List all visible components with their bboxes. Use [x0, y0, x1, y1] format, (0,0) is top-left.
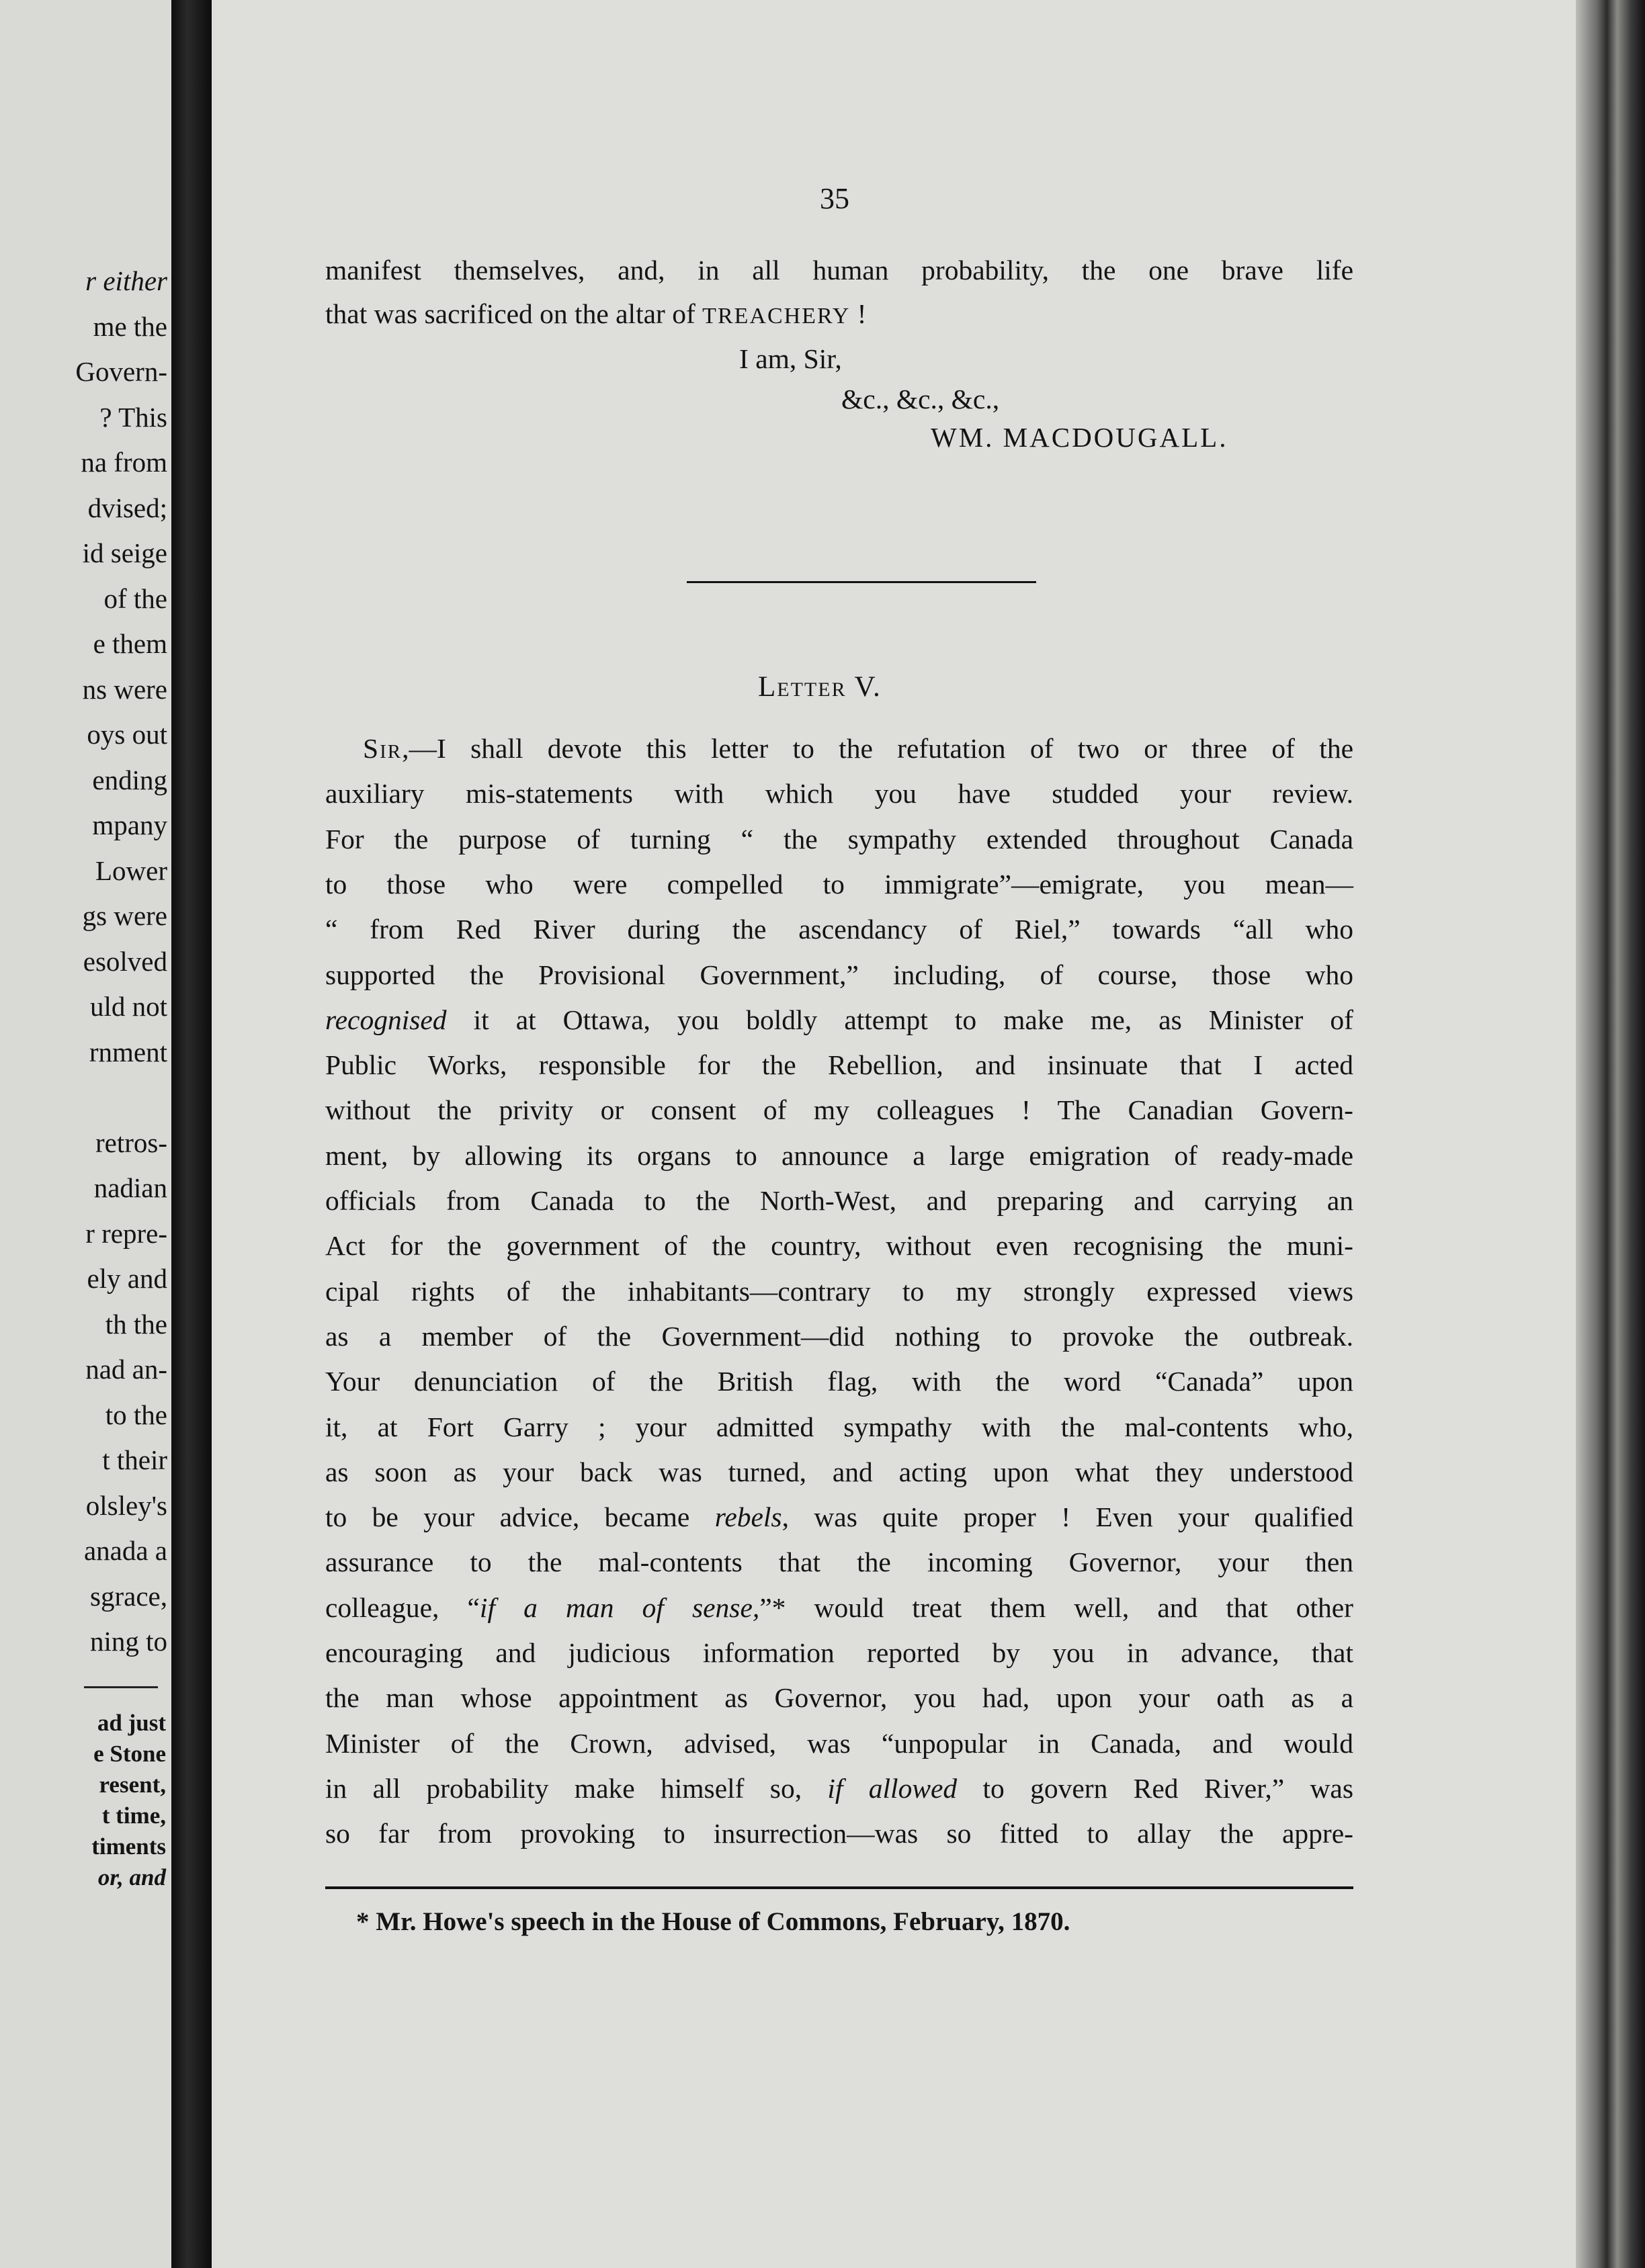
signature: WM. MACDOUGALL. — [931, 422, 1228, 453]
left-page-line: uld not — [89, 991, 167, 1022]
left-page-line: dvised; — [87, 492, 167, 523]
left-page-note-line: e Stone — [93, 1741, 166, 1767]
left-page-line: mpany — [92, 810, 167, 840]
body-line: it, at Fort Garry ; your admitted sympathy with the mal-contents who, — [325, 1411, 1353, 1442]
left-page-footnote — [0, 1708, 166, 1893]
page-number: 35 — [820, 182, 849, 215]
body-line: colleague, “if a man of sense,”* would treat them well, and that other — [325, 1591, 1353, 1623]
letter-heading: Letter V. — [758, 671, 882, 703]
body-line: Sir,—I shall devote this letter to the refutation of two or three of the — [363, 733, 1353, 764]
body-line: encouraging and judicious information reported by you in advance, that — [325, 1637, 1353, 1668]
left-page-line: th the — [105, 1308, 167, 1340]
left-page-line: e them — [93, 628, 167, 659]
book-gutter — [171, 0, 212, 2268]
left-page-line: id seige — [82, 537, 167, 568]
footnote: * Mr. Howe's speech in the House of Commons, February, 1870. — [356, 1907, 1070, 1936]
left-page-line: ? This — [99, 401, 167, 433]
body-line: supported the Provisional Government,” including, of course, those who — [325, 959, 1353, 990]
body-line: without the privity or consent of my colleagues ! The Canadian Govern- — [325, 1094, 1353, 1126]
left-page-line: ely and — [87, 1263, 167, 1294]
left-page-line: gs were — [82, 900, 167, 931]
left-page-line: r either — [85, 265, 167, 296]
left-page-line: ning to — [89, 1626, 167, 1657]
left-page-line: oys out — [87, 719, 167, 750]
left-page-line: me the — [93, 310, 167, 342]
left-page-line: anada a — [83, 1535, 167, 1566]
left-page-line: nad an- — [85, 1354, 167, 1385]
body-line: For the purpose of turning “ the sympathy extended throughout Canada — [325, 823, 1353, 855]
left-page-note-line: t time, — [101, 1802, 166, 1829]
body-line: Public Works, responsible for the Rebellion, and insinuate that I acted — [325, 1049, 1353, 1081]
left-page-line — [0, 1075, 167, 1121]
left-page-line: na from — [81, 447, 167, 478]
section-divider — [687, 581, 1036, 583]
left-page-footnote-rule — [84, 1686, 158, 1688]
left-page-line: retros- — [95, 1127, 167, 1158]
body-line: auxiliary mis-statements with which you have studded your review. — [325, 778, 1353, 810]
left-page-line: to the — [105, 1399, 167, 1430]
left-page-line: ns were — [82, 673, 167, 705]
left-page-line: ending — [92, 764, 167, 795]
body-line: to be your advice, became rebels, was quite proper ! Even your qualified — [325, 1501, 1353, 1533]
left-page-line: Govern- — [75, 356, 167, 387]
left-page-note-line: resent, — [99, 1772, 166, 1798]
body-line: “ from Red River during the ascendancy of Riel,” towards “all who — [325, 914, 1353, 945]
left-page-line: of the — [103, 582, 167, 614]
closing-salutation: I am, Sir, — [739, 343, 842, 374]
body-line: Minister of the Crown, advised, was “unpopular in Canada, and would — [325, 1727, 1353, 1759]
left-page-note-line: ad just — [97, 1710, 166, 1736]
left-page-text — [0, 259, 167, 1665]
body-line: recognised it at Ottawa, you boldly attempt to make me, as Minister of — [325, 1004, 1353, 1035]
left-page-line: olsley's — [85, 1489, 167, 1521]
left-page-line: nadian — [93, 1172, 167, 1203]
left-page-line: Lower — [95, 855, 167, 886]
body-line: so far from provoking to insurrection—was so fitted to allay the appre- — [325, 1818, 1353, 1849]
left-page-line: esolved — [83, 945, 167, 977]
body-line: to those who were compelled to immigrate”—emigrate, you mean— — [325, 868, 1353, 900]
body-line: assurance to the mal-contents that the incoming Governor, your then — [325, 1546, 1353, 1578]
body-line: the man whose appointment as Governor, you had, upon your oath as a — [325, 1682, 1353, 1714]
left-page-line: sgrace, — [90, 1580, 167, 1612]
left-page-note-line: or, and — [97, 1864, 166, 1890]
body-line: ment, by allowing its organs to announce a large emigration of ready-made — [325, 1139, 1353, 1171]
left-page-fragment — [0, 0, 171, 2268]
body-line: officials from Canada to the North-West, and preparing and carrying an — [325, 1185, 1353, 1216]
opening-line-2-text: that was sacrificed on the altar of TREACHERY ! — [325, 298, 867, 329]
left-page-line: rnment — [89, 1036, 167, 1067]
opening-line-1: manifest themselves, and, in all human probability, the one brave life — [325, 255, 1353, 286]
body-line: Your denunciation of the British flag, with the word “Canada” upon — [325, 1366, 1353, 1397]
opening-line-2 — [325, 298, 1353, 338]
body-line: in all probability make himself so, if allowed to govern Red River,” was — [325, 1772, 1353, 1804]
book-page-edges — [1576, 0, 1645, 2268]
closing-etc: &c., &c., &c., — [841, 384, 1000, 415]
left-page-note-line: timents — [91, 1833, 166, 1860]
left-page-line: r repre- — [85, 1217, 167, 1249]
body-line: as soon as your back was turned, and acting upon what they understood — [325, 1456, 1353, 1487]
footnote-rule — [325, 1886, 1353, 1889]
body-line: as a member of the Government—did nothing to provoke the outbreak. — [325, 1320, 1353, 1352]
body-line: Act for the government of the country, without even recognising the muni- — [325, 1230, 1353, 1262]
left-page-line: t their — [102, 1444, 167, 1475]
body-line: cipal rights of the inhabitants—contrary to my strongly expressed views — [325, 1275, 1353, 1307]
